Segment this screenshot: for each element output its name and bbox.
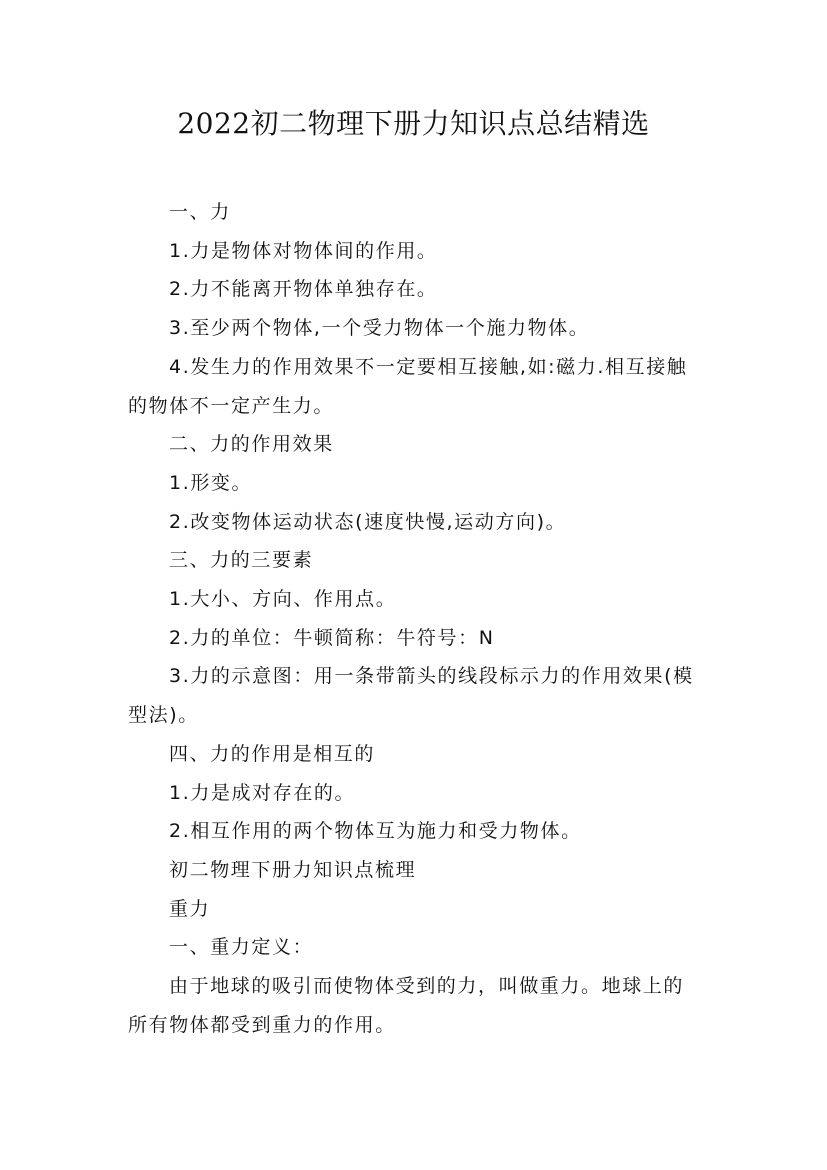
- section-heading-gravity: 重力: [169, 897, 211, 920]
- paragraph: 3.至少两个物体,一个受力物体一个施力物体。: [169, 317, 590, 340]
- paragraph: 2.改变物体运动状态(速度快慢,运动方向)。: [169, 510, 567, 533]
- paragraph: 1.形变。: [169, 471, 253, 494]
- paragraph: 2.相互作用的两个物体互为施力和受力物体。: [169, 820, 582, 843]
- subtitle-summary: 初二物理下册力知识点梳理: [169, 858, 417, 881]
- section-heading-three-elements: 三、力的三要素: [169, 549, 314, 572]
- document-body: [128, 193, 702, 1044]
- document-title: 2022初二物理下册力知识点总结精选: [177, 107, 650, 140]
- paragraph: 2.力的单位：牛顿简称：牛符号：N: [169, 626, 495, 649]
- paragraph: 3.力的示意图：用一条带箭头的线段标示力的作用效果(模型法)。: [128, 665, 694, 727]
- paragraph: 4.发生力的作用效果不一定要相互接触,如:磁力.相互接触的物体不一定产生力。: [128, 355, 688, 417]
- section-heading-gravity-definition: 一、重力定义：: [169, 936, 314, 959]
- section-heading-effects: 二、力的作用效果: [169, 433, 334, 456]
- paragraph: 2.力不能离开物体单独存在。: [169, 278, 438, 301]
- paragraph: 1.力是物体对物体间的作用。: [169, 239, 438, 262]
- paragraph: 由于地球的吸引而使物体受到的力，叫做重力。地球上的所有物体都受到重力的作用。: [128, 975, 685, 1036]
- paragraph: 1.力是成对存在的。: [169, 781, 356, 804]
- section-heading-force: 一、力: [169, 201, 231, 223]
- paragraph: 1.大小、方向、作用点。: [169, 588, 397, 611]
- section-heading-mutual: 四、力的作用是相互的: [169, 742, 376, 765]
